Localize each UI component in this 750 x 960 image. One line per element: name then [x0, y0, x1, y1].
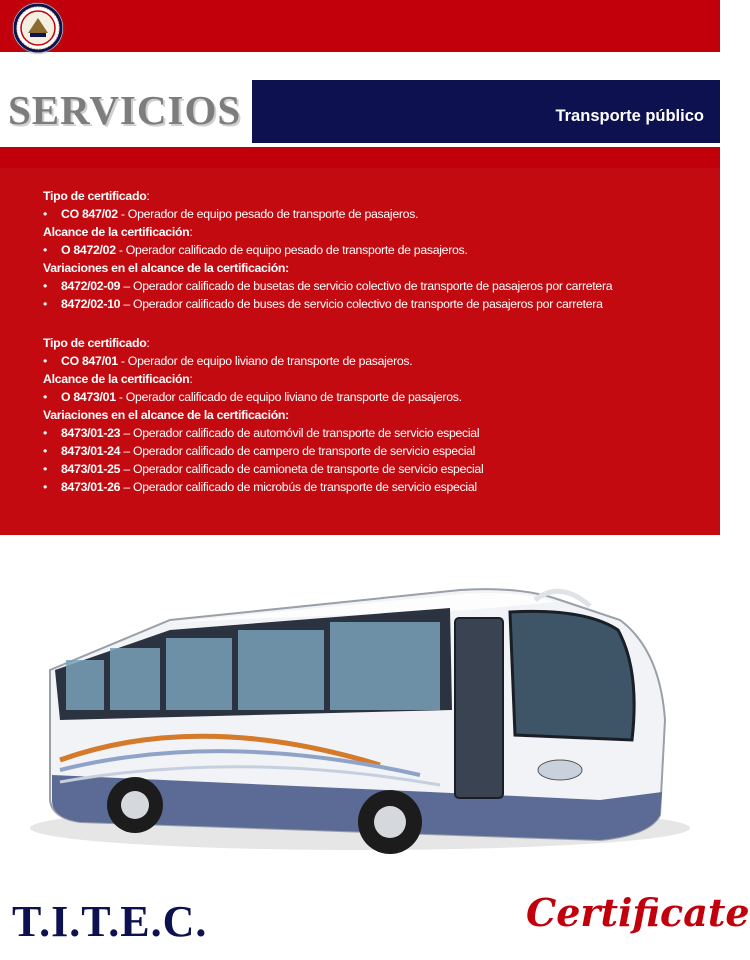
- tour-bus-photo-icon: [0, 560, 720, 900]
- certificate-type-heading: Tipo de certificado:: [43, 336, 150, 350]
- list-item: • 8473/01-26 – Operador calificado de microbús de transporte de servicio especial: [43, 480, 477, 494]
- bullet-icon: •: [43, 243, 48, 257]
- variations-heading: Variaciones en el alcance de la certificación:: [43, 408, 289, 422]
- brand-name: T.I.T.E.C.: [12, 897, 208, 946]
- titec-seal-logo-icon: [13, 3, 63, 53]
- banner-subtitle: Transporte público: [555, 107, 704, 125]
- bullet-icon: •: [43, 207, 48, 221]
- bullet-icon: •: [43, 480, 48, 494]
- certification-block: [43, 334, 703, 496]
- top-red-bar: [0, 0, 720, 52]
- bullet-icon: •: [43, 462, 48, 476]
- list-item: • O 8472/02 - Operador calificado de equipo pesado de transporte de pasajeros.: [43, 243, 468, 257]
- certification-block: [43, 187, 703, 313]
- scope-heading: Alcance de la certificación:: [43, 225, 193, 239]
- bullet-icon: •: [43, 279, 48, 293]
- list-item: • 8473/01-23 – Operador calificado de automóvil de transporte de servicio especial: [43, 426, 480, 440]
- list-item: • CO 847/01 - Operador de equipo liviano de transporte de pasajeros.: [43, 354, 413, 368]
- certifications-panel: [0, 168, 720, 535]
- list-item: • 8472/02-10 – Operador calificado de buses de servicio colectivo de transporte de pasajeros por carretera: [43, 297, 603, 311]
- list-item: • O 8473/01 - Operador calificado de equipo liviano de transporte de pasajeros.: [43, 390, 462, 404]
- bullet-icon: •: [43, 390, 48, 404]
- certificate-type-heading: Tipo de certificado:: [43, 189, 150, 203]
- list-item: • 8472/02-09 – Operador calificado de busetas de servicio colectivo de transporte de pasajeros por carretera: [43, 279, 613, 293]
- list-item: • 8473/01-24 – Operador calificado de campero de transporte de servicio especial: [43, 444, 476, 458]
- variations-heading: Variaciones en el alcance de la certificación:: [43, 261, 289, 275]
- bullet-icon: •: [43, 354, 48, 368]
- header-banner: [252, 80, 720, 143]
- red-divider: [0, 147, 720, 168]
- list-item: • CO 847/02 - Operador de equipo pesado de transporte de pasajeros.: [43, 207, 419, 221]
- page-title: SERVICIOS: [8, 87, 242, 133]
- certificate-tagline: Certificate: [526, 890, 750, 935]
- bullet-icon: •: [43, 426, 48, 440]
- bullet-icon: •: [43, 297, 48, 311]
- scope-heading: Alcance de la certificación:: [43, 372, 193, 386]
- list-item: • 8473/01-25 – Operador calificado de camioneta de transporte de servicio especial: [43, 462, 484, 476]
- bullet-icon: •: [43, 444, 48, 458]
